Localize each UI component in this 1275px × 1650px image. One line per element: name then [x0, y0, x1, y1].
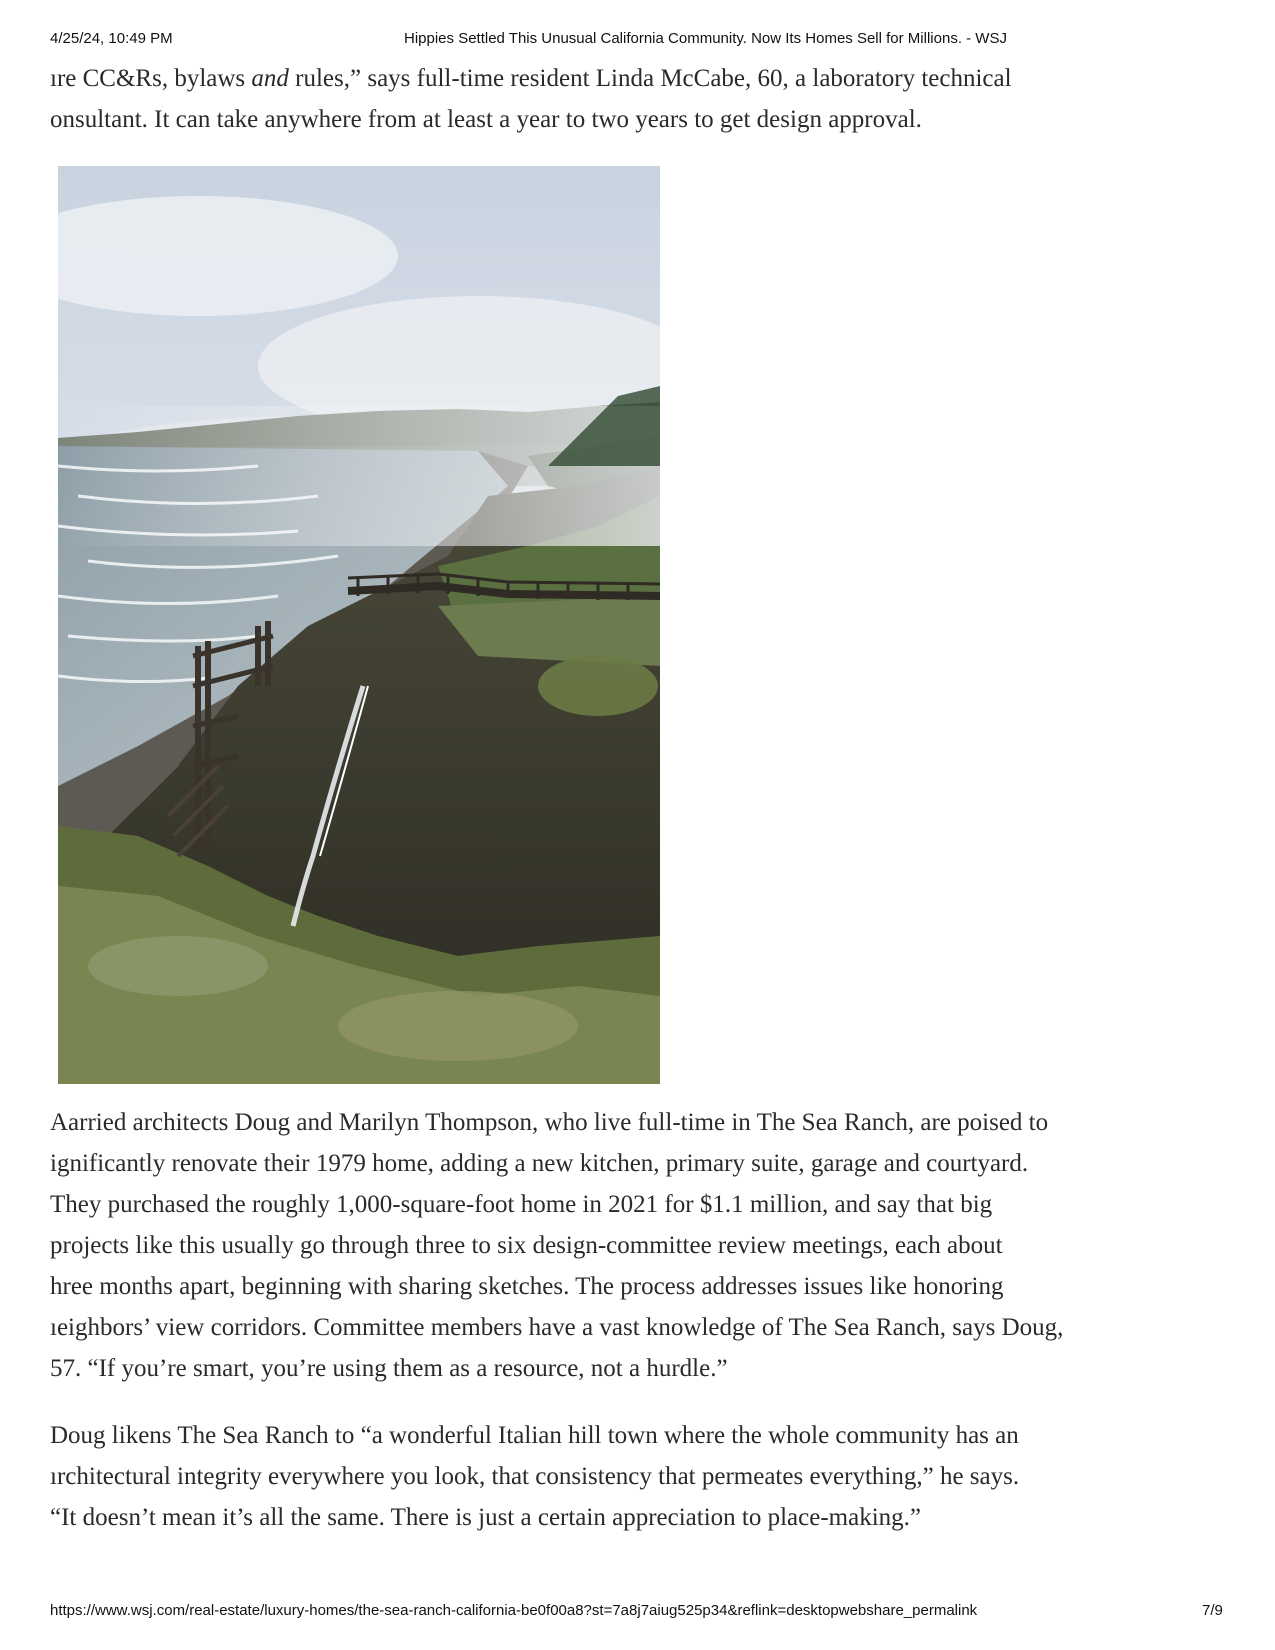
article-paragraph	[50, 1415, 1230, 1538]
paragraph-line: Doug likens The Sea Ranch to “a wonderful Italian hill town where the whole community has an	[50, 1422, 1019, 1449]
paragraph-line: onsultant. It can take anywhere from at least a year to two years to get design approval.	[50, 106, 922, 133]
paragraph-line: ırchitectural integrity everywhere you look, that consistency that permeates everything,” he says.	[50, 1463, 1020, 1490]
paragraph-line: 57. “If you’re smart, you’re using them as a resource, not a hurdle.”	[50, 1355, 728, 1382]
paragraph-line	[50, 58, 1230, 99]
paragraph-line: projects like this usually go through three to six design-committee review meetings, each about	[50, 1232, 1003, 1259]
paragraph-line: They purchased the roughly 1,000-square-foot home in 2021 for $1.1 million, and say that big	[50, 1191, 993, 1218]
paragraph-line: “It doesn’t mean it’s all the same. There is just a certain appreciation to place-making.”	[50, 1504, 921, 1531]
paragraph-line: hree months apart, beginning with sharing sketches. The process addresses issues like honoring	[50, 1273, 1004, 1300]
paragraph-line: ıeighbors’ view corridors. Committee members have a vast knowledge of The Sea Ranch, says Doug,	[50, 1314, 1064, 1341]
emphasis-text: and	[251, 65, 289, 92]
paragraph-line: Aarried architects Doug and Marilyn Thompson, who live full-time in The Sea Ranch, are poised to	[50, 1109, 1049, 1136]
print-url: https://www.wsj.com/real-estate/luxury-homes/the-sea-ranch-california-be0f00a8?st=7a8j7aiug525p34&reflink=desktopwebshare_permalink	[50, 1602, 978, 1619]
article-paragraph	[50, 58, 1230, 140]
text-run: rules,” says full-time resident Linda McCabe, 60, a laboratory technical	[288, 65, 1012, 92]
print-timestamp: 4/25/24, 10:49 PM	[50, 30, 173, 47]
paragraph-line: ignificantly renovate their 1979 home, adding a new kitchen, primary suite, garage and courtyard.	[50, 1150, 1029, 1177]
article-photo-sea-ranch-coast	[58, 166, 660, 1084]
print-page-title: Hippies Settled This Unusual California Community. Now Its Homes Sell for Millions. - WSJ	[404, 30, 1007, 47]
article-paragraph	[50, 1102, 1230, 1389]
text-run: ıre CC&Rs, bylaws	[50, 65, 252, 92]
page-number: 7/9	[1202, 1602, 1223, 1619]
